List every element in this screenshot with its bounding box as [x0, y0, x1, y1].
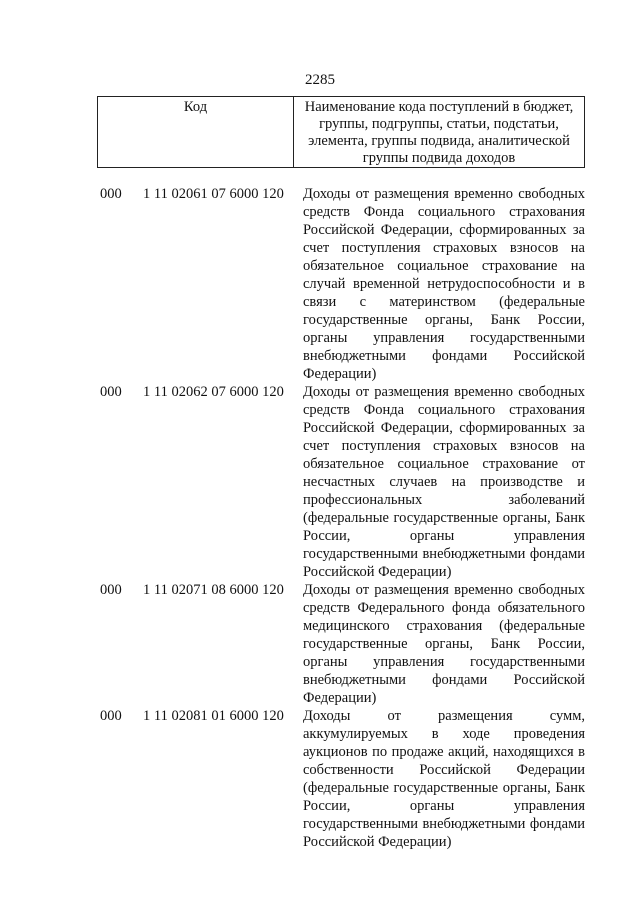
- entry-code: 1 11 02062 07 6000 120: [143, 384, 284, 400]
- entry-row: [100, 185, 590, 383]
- entry-prefix: 000: [100, 708, 122, 724]
- entry-row: [100, 383, 590, 581]
- entry-prefix: 000: [100, 582, 122, 598]
- header-table: [97, 96, 585, 168]
- entry-row: [100, 581, 590, 707]
- entry-description: Доходы от размещения временно свободных средств Фонда социального страхования Российской Федерации, сформированных за счет поступления страховых взносов на обязательное социальное страхование на случай временной нетрудоспособности и в связи с материнством (федеральные государственные органы, Банк России, органы управления государственными внебюджетными фондами Российской Федерации): [303, 186, 585, 382]
- entry-code: 1 11 02071 08 6000 120: [143, 582, 284, 598]
- entries-list: [100, 185, 590, 851]
- entry-description: Доходы от размещения сумм, аккумулируемых в ходе проведения аукционов по продаже акций, находящихся в собственности Российской Федерации (федеральные государственные органы, Банк России, органы управления государственными внебюджетными фондами Российской Федерации): [303, 708, 585, 850]
- entry-code: 1 11 02061 07 6000 120: [143, 186, 284, 202]
- page-number: 2285: [305, 72, 335, 88]
- header-code-column: Код: [98, 97, 294, 167]
- entry-code: 1 11 02081 01 6000 120: [143, 708, 284, 724]
- entry-description: Доходы от размещения временно свободных средств Фонда социального страхования Российской Федерации, сформированных за счет поступления страховых взносов на обязательное социальное страхование от несчастных случаев на производстве и профессиональных заболеваний (федеральные государственные органы, Банк России, органы управления государственными внебюджетными фондами Российской Федерации): [303, 384, 585, 580]
- entry-prefix: 000: [100, 384, 122, 400]
- entry-description: Доходы от размещения временно свободных средств Федерального фонда обязательного медицинского страхования (федеральные государственные органы, Банк России, органы управления государственными внебюджетными фондами Российской Федерации): [303, 582, 585, 706]
- entry-prefix: 000: [100, 186, 122, 202]
- header-name-column: Наименование кода поступлений в бюджет, группы, подгруппы, статьи, подстатьи, элемента, группы подвида, аналитической группы подвида доходов: [304, 99, 574, 166]
- entry-row: [100, 707, 590, 851]
